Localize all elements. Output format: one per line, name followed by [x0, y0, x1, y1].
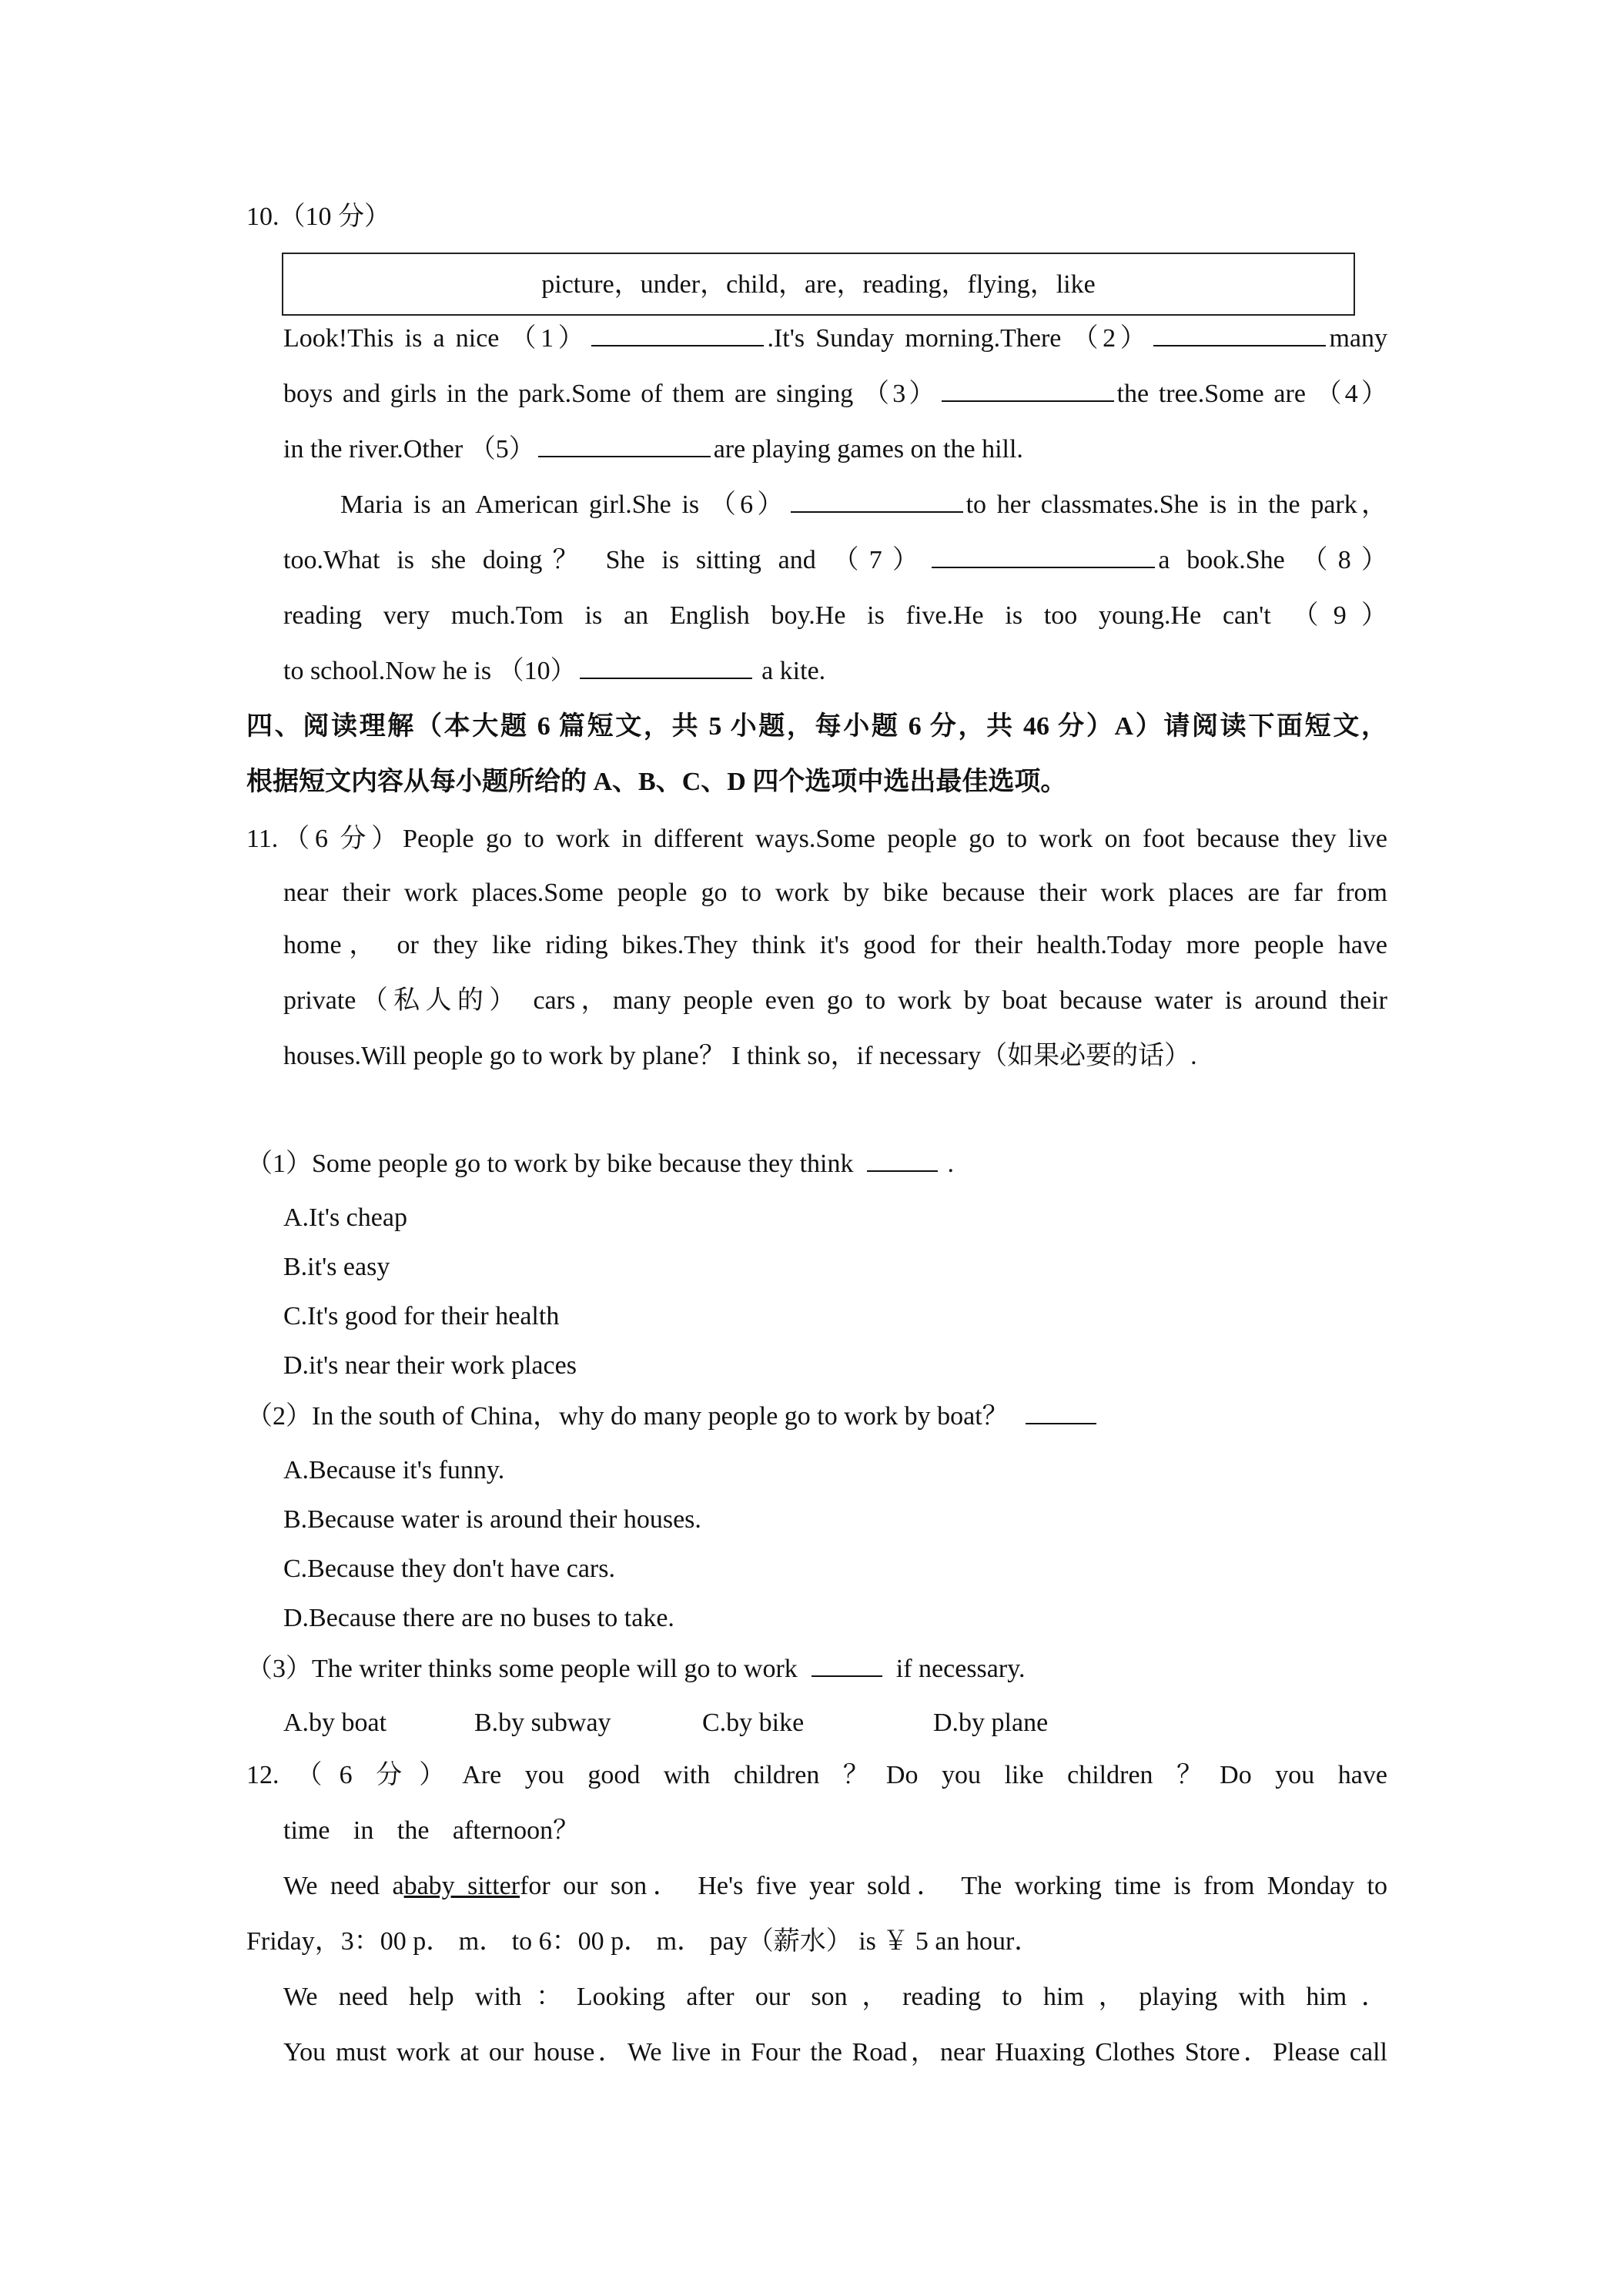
blank-6[interactable] — [791, 488, 963, 513]
q11-sub1-option-b[interactable]: B.it's easy — [283, 1253, 390, 1281]
baby-sitter-underlined: baby sitter — [403, 1872, 520, 1900]
q12-line-1: 12.（6 分）Are you good with children ？Do you like children ？Do you have — [246, 1761, 1387, 1789]
q10-line-6: reading very much.Tom is an English boy.He is five.He is too young.He can't （9） — [283, 601, 1387, 630]
q11-passage-line-2: near their work places.Some people go to work by bike because their work places are far from — [283, 879, 1387, 907]
q11-sub3-option-a[interactable]: A.by boat — [283, 1709, 387, 1737]
q11-sub1-stem: （1）Some people go to work by bike because they think . — [246, 1147, 954, 1181]
q10-line-7: to school.Now he is （10） a kite. — [283, 654, 825, 688]
q12-line-2: time in the afternoon？ — [283, 1816, 580, 1845]
q11-sub2-option-d[interactable]: D.Because there are no buses to take. — [283, 1604, 674, 1632]
q12-line-4: Friday，3：00 p． m． to 6：00 p． m． pay（薪水） is ￥ 5 an hour． — [246, 1927, 1041, 1956]
q10-line-5: too.What is she doing？ She is sitting and （7） a book.She （8） — [283, 544, 1387, 577]
q10-line-1: Look!This is a nice （1） .It's Sunday morning.There （2） many — [283, 322, 1387, 356]
blank-3[interactable] — [942, 377, 1114, 402]
q11-sub2-option-a[interactable]: A.Because it's funny. — [283, 1456, 505, 1484]
q11-sub1-blank[interactable] — [867, 1147, 938, 1172]
q10-line-2: boys and girls in the park.Some of them are singing （3） the tree.Some are （4） — [283, 377, 1387, 411]
blank-1[interactable] — [591, 322, 764, 346]
q12-line-3: We need ababy sitterfor our son． He's five year sold． The working time is from Monday to — [283, 1872, 1387, 1900]
q11-sub1-option-c[interactable]: C.It's good for their health — [283, 1302, 560, 1330]
q12-line-6: You must work at our house．We live in Four the Road，near Huaxing Clothes Store．Please call — [283, 2038, 1387, 2067]
section-4-heading-line-1: 四、阅读理解（本大题 6 篇短文，共 5 小题，每小题 6 分，共 46 分）A）请阅读下面短文， — [246, 712, 1387, 741]
q11-sub3-option-c[interactable]: C.by bike — [702, 1709, 805, 1737]
q11-sub2-blank[interactable] — [1026, 1400, 1096, 1424]
q11-sub1-option-d[interactable]: D.it's near their work places — [283, 1351, 577, 1380]
q11-sub3-option-d[interactable]: D.by plane — [933, 1709, 1049, 1737]
q11-sub1-option-a[interactable]: A.It's cheap — [283, 1203, 407, 1232]
q11-sub2-stem: （2）In the south of China，why do many people go to work by boat？ — [246, 1400, 1099, 1434]
blank-5[interactable] — [538, 433, 711, 457]
q11-sub3-option-b[interactable]: B.by subway — [474, 1709, 611, 1737]
q11-passage-line-3: home， or they like riding bikes.They think it's good for their health.Today more people have — [283, 931, 1387, 959]
q11-passage-line-4: private（私人的） cars，many people even go to work by boat because water is around their — [283, 986, 1387, 1015]
q11-sub3-stem: （3）The writer thinks some people will go to work if necessary. — [246, 1652, 1026, 1686]
q10-line-3: in the river.Other （5） are playing games on the hill. — [283, 433, 1023, 467]
section-4-heading-line-2: 根据短文内容从每小题所给的 A、B、C、D 四个选项中选出最佳选项。 — [246, 768, 1067, 796]
q11-passage-line-5: houses.Will people go to work by plane？ I think so，if necessary（如果必要的话）. — [283, 1042, 1197, 1070]
q11-passage-line-1: 11.（6 分）People go to work in different ways.Some people go to work on foot because they live — [246, 825, 1387, 853]
q11-sub2-option-c[interactable]: C.Because they don't have cars. — [283, 1555, 615, 1583]
q11-sub2-option-b[interactable]: B.Because water is around their houses. — [283, 1505, 701, 1534]
q10-line-4: Maria is an American girl.She is （6） to her classmates.She is in the park， — [340, 488, 1387, 522]
blank-10[interactable] — [580, 654, 752, 679]
word-bank: picture，under，child，are，reading，flying，like — [541, 270, 1096, 299]
word-bank-box — [282, 253, 1355, 316]
q12-line-5: We need help with：Looking after our son，reading to him，playing with him． — [283, 1983, 1387, 2011]
blank-2[interactable] — [1153, 322, 1326, 346]
blank-7[interactable] — [932, 544, 1155, 568]
q11-sub3-blank[interactable] — [812, 1652, 882, 1677]
q10-header: 10.（10 分） — [246, 202, 390, 231]
